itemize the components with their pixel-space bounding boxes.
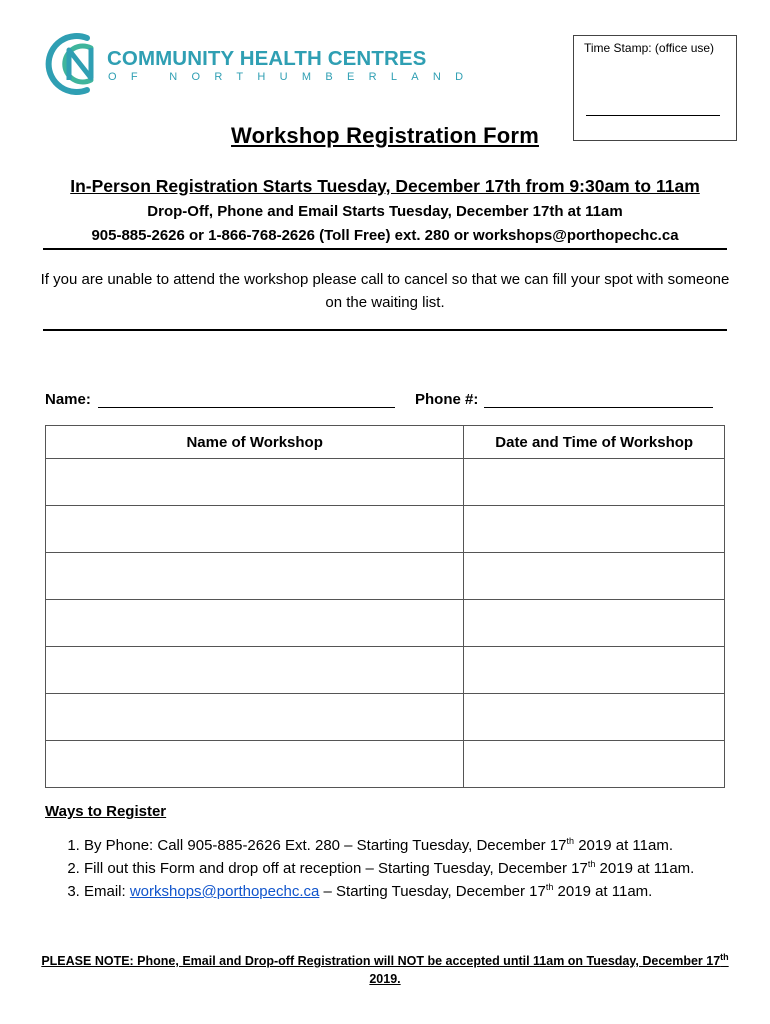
phone-label: Phone #: <box>415 391 479 408</box>
ordinal-suffix: th <box>587 859 596 869</box>
table-row <box>46 741 725 788</box>
table-row <box>46 600 725 647</box>
way-dropoff-date: 2019 at 11am. <box>595 860 695 877</box>
chc-logo-icon <box>43 28 109 100</box>
form-title: Workshop Registration Form <box>231 123 539 148</box>
workshop-date-cell[interactable] <box>464 506 725 553</box>
workshop-date-cell[interactable] <box>464 600 725 647</box>
workshop-name-cell[interactable] <box>46 553 464 600</box>
contact-line: 905-885-2626 or 1-866-768-2626 (Toll Free) ext. 280 or workshops@porthopechc.ca <box>91 227 679 244</box>
cancel-notice: If you are unable to attend the workshop please call to cancel so that we can fill your spot with someone on the waiting list. <box>40 271 730 311</box>
list-item <box>84 834 744 857</box>
ways-list <box>56 834 744 903</box>
table-row <box>46 459 725 506</box>
ways-title: Ways to Register <box>45 803 167 820</box>
timestamp-label: Time Stamp: (office use) <box>584 41 715 55</box>
col-date-time: Date and Time of Workshop <box>464 426 725 459</box>
workshop-name-cell[interactable] <box>46 600 464 647</box>
workshop-table <box>45 425 725 788</box>
table-row <box>46 694 725 741</box>
workshop-name-cell[interactable] <box>46 647 464 694</box>
way-phone-date: 2019 at 11am. <box>574 837 673 854</box>
please-note <box>40 952 730 988</box>
table-header-row <box>46 426 725 459</box>
workshop-date-cell[interactable] <box>464 553 725 600</box>
col-workshop-name: Name of Workshop <box>46 426 464 459</box>
workshop-name-cell[interactable] <box>46 506 464 553</box>
ordinal-suffix: th <box>545 882 554 892</box>
way-email-mid: – Starting Tuesday, December 17 <box>319 883 546 900</box>
workshop-date-cell[interactable] <box>464 459 725 506</box>
timestamp-line <box>586 115 720 116</box>
divider-bottom <box>43 329 727 331</box>
email-link[interactable]: workshops@porthopechc.ca <box>129 883 320 900</box>
org-subtitle: OF NORTHUMBERLAND <box>108 71 478 83</box>
table-row <box>46 647 725 694</box>
list-item <box>84 857 744 880</box>
divider-top <box>43 248 727 250</box>
note-text: PLEASE NOTE: Phone, Email and Drop-off Registration will NOT be accepted until 11am on Tuesday, December 17 <box>41 954 721 968</box>
workshop-name-cell[interactable] <box>46 459 464 506</box>
way-dropoff-text: Fill out this Form and drop off at reception – Starting Tuesday, December 17 <box>84 860 588 877</box>
workshop-name-cell[interactable] <box>46 741 464 788</box>
table-row <box>46 553 725 600</box>
way-email-date: 2019 at 11am. <box>553 883 653 900</box>
name-field[interactable] <box>98 407 395 408</box>
way-email-text: Email: <box>84 883 130 900</box>
note-year: 2019. <box>369 972 401 986</box>
workshop-name-cell[interactable] <box>46 694 464 741</box>
phone-field[interactable] <box>484 407 713 408</box>
ordinal-suffix: th <box>720 951 729 962</box>
workshop-date-cell[interactable] <box>464 741 725 788</box>
workshop-date-cell[interactable] <box>464 647 725 694</box>
dropoff-line: Drop-Off, Phone and Email Starts Tuesday, December 17th at 11am <box>147 203 623 220</box>
table-row <box>46 506 725 553</box>
name-label: Name: <box>45 391 91 408</box>
ordinal-suffix: th <box>566 836 575 846</box>
registration-headline: In-Person Registration Starts Tuesday, December 17th from 9:30am to 11am <box>70 176 700 196</box>
org-name: COMMUNITY HEALTH CENTRES <box>107 47 427 70</box>
way-phone-text: By Phone: Call 905-885-2626 Ext. 280 – Starting Tuesday, December 17 <box>84 837 567 854</box>
list-item <box>84 880 744 903</box>
workshop-date-cell[interactable] <box>464 694 725 741</box>
